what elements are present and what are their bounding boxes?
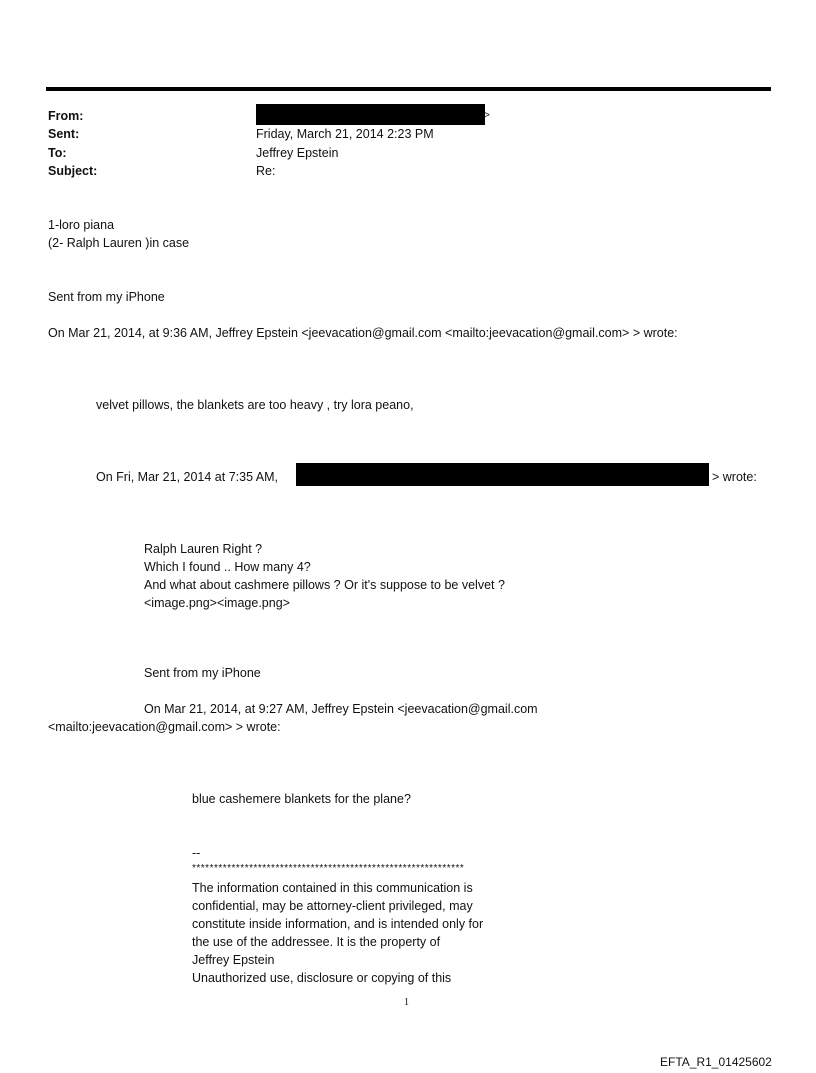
sent-value: Friday, March 21, 2014 2:23 PM	[256, 127, 434, 141]
document-id: EFTA_R1_01425602	[660, 1055, 772, 1069]
quote1-header: On Mar 21, 2014, at 9:36 AM, Jeffrey Epstein <jeevacation@gmail.com <mailto:jeevacation@gmail.com> > wrote:	[48, 326, 678, 340]
sent-label: Sent:	[48, 127, 80, 141]
quote3-text: blue cashemere blankets for the plane?	[192, 792, 411, 806]
from-value-suffix: >	[484, 110, 490, 121]
quote3-header-line1: On Mar 21, 2014, at 9:27 AM, Jeffrey Epstein <jeevacation@gmail.com	[144, 702, 538, 716]
from-label: From:	[48, 109, 84, 123]
quote3-header-line2: <mailto:jeevacation@gmail.com> > wrote:	[48, 720, 281, 734]
header-rule	[46, 87, 771, 91]
signature-dash: --	[192, 846, 201, 860]
quote2-attachments: <image.png><image.png>	[144, 596, 290, 610]
disclaimer-line: Jeffrey Epstein	[192, 953, 275, 967]
subject-value: Re:	[256, 164, 276, 178]
quote2-header-prefix: On Fri, Mar 21, 2014 at 7:35 AM,	[96, 470, 279, 484]
quote2-line: Which I found .. How many 4?	[144, 560, 311, 574]
page-number: 1	[404, 997, 409, 1008]
subject-label: Subject:	[48, 164, 98, 178]
quote2-line: Ralph Lauren Right ?	[144, 542, 263, 556]
quote2-header-suffix: > wrote:	[712, 470, 757, 484]
signature-stars: **************************************************************	[192, 863, 465, 874]
disclaimer-line: the use of the addressee. It is the property of	[192, 935, 441, 949]
disclaimer-line: The information contained in this communication is	[192, 881, 473, 895]
disclaimer-line: Unauthorized use, disclosure or copying of this	[192, 971, 452, 985]
to-label: To:	[48, 146, 67, 160]
redaction-sender	[296, 463, 709, 486]
disclaimer-line: constitute inside information, and is intended only for	[192, 917, 484, 931]
disclaimer-line: confidential, may be attorney-client privileged, may	[192, 899, 473, 913]
to-value: Jeffrey Epstein	[256, 146, 339, 160]
sent-from-iphone: Sent from my iPhone	[48, 290, 165, 304]
body-line-1: 1-loro piana	[48, 218, 115, 232]
body-line-2: (2- Ralph Lauren )in case	[48, 236, 190, 250]
sent-from-iphone-2: Sent from my iPhone	[144, 666, 261, 680]
quote1-text: velvet pillows, the blankets are too heavy , try lora peano,	[96, 398, 414, 412]
quote2-line: And what about cashmere pillows ? Or it's suppose to be velvet ?	[144, 578, 505, 592]
redaction-from	[256, 104, 485, 125]
